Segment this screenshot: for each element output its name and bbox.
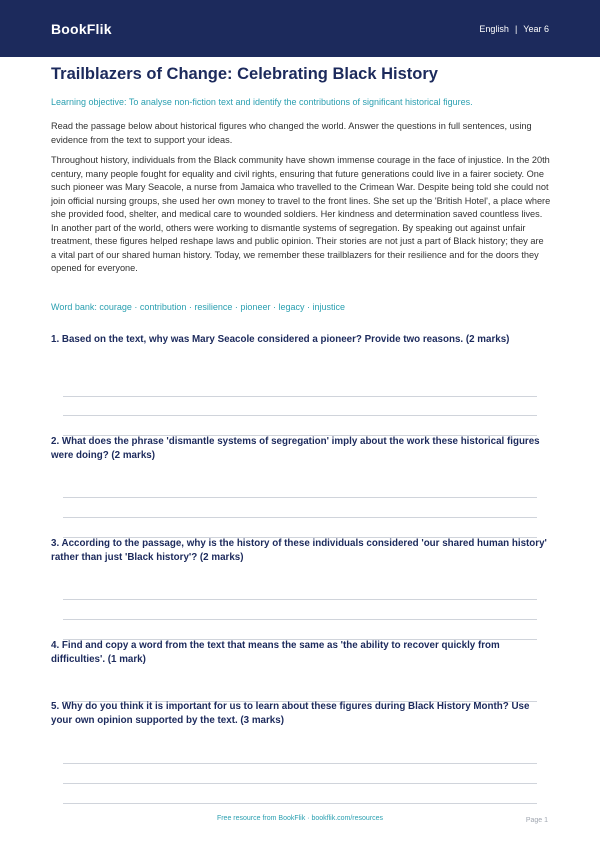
question-3: 3. According to the passage, why is the history of these individuals considered 'our shared human history' rather than just 'Black history'? (2 marks) xyxy=(51,538,547,563)
word-bank: Word bank: courage · contribution · resilience · pioneer · legacy · injustice xyxy=(51,302,345,312)
instructions-text: Read the passage below about historical figures who changed the world. Answer the questions in full sentences, using evidence from the text to support your ideas. xyxy=(51,121,532,145)
answer-line[interactable] xyxy=(63,619,537,620)
page-number: Page 1 xyxy=(525,817,548,824)
header-bar xyxy=(0,0,600,57)
year-label: Year 6 xyxy=(523,23,549,34)
question-4: 4. Find and copy a word from the text that means the same as 'the ability to recover quickly from difficulties'. (1 mark) xyxy=(51,640,500,665)
answer-line[interactable] xyxy=(63,803,537,804)
page-title: Trailblazers of Change: Celebrating Black History xyxy=(51,65,438,83)
answer-line[interactable] xyxy=(63,497,537,498)
answer-line[interactable] xyxy=(63,396,537,397)
meta-separator: | xyxy=(514,23,518,34)
header-meta xyxy=(479,24,549,34)
answer-line[interactable] xyxy=(63,763,537,764)
answer-line[interactable] xyxy=(63,783,537,784)
learning-objective: Learning objective: To analyse non-fiction text and identify the contributions of significant historical figures. xyxy=(51,97,473,107)
question-2: 2. What does the phrase 'dismantle systems of segregation' imply about the work these historical figures were doing? (2 marks) xyxy=(51,436,540,461)
question-5: 5. Why do you think it is important for us to learn about these figures during Black History Month? Use your own opinion supported by the text. (3 marks) xyxy=(51,701,530,726)
question-1: 1. Based on the text, why was Mary Seacole considered a pioneer? Provide two reasons. (2 marks) xyxy=(51,334,510,345)
footer-credit[interactable]: Free resource from BookFlik · bookflik.com/resources xyxy=(216,815,384,822)
subject-label: English xyxy=(479,23,509,34)
answer-line[interactable] xyxy=(63,517,537,518)
answer-line[interactable] xyxy=(63,599,537,600)
brand-logo[interactable]: BookFlik xyxy=(51,20,112,37)
answer-line[interactable] xyxy=(63,415,537,416)
reading-passage: Throughout history, individuals from the Black community have shown immense courage in the face of injustice. In the 20th century, many people fought for equality and civil rights, ensuring that future generations could live in a fairer society. One such pioneer was Mary Seacole, a nurse from Jamaica who travelled to the Crimean War. Despite being told she could not join official nursing groups, she used her own money to travel to the front lines. She set up the 'British Hotel', a place where she provided food, shelter, and medical care to wounded soldiers. Her kindness and determination saved countless lives. In another part of the world, others were working to dismantle systems of segregation. By speaking out against unfair treatment, these figures helped reshape laws and public opinion. Their stories are not just a part of Black history; they are a vital part of our shared human history. Today, we remember these trailblazers for their resilience and for the doors they opened for everyone. xyxy=(51,155,551,274)
